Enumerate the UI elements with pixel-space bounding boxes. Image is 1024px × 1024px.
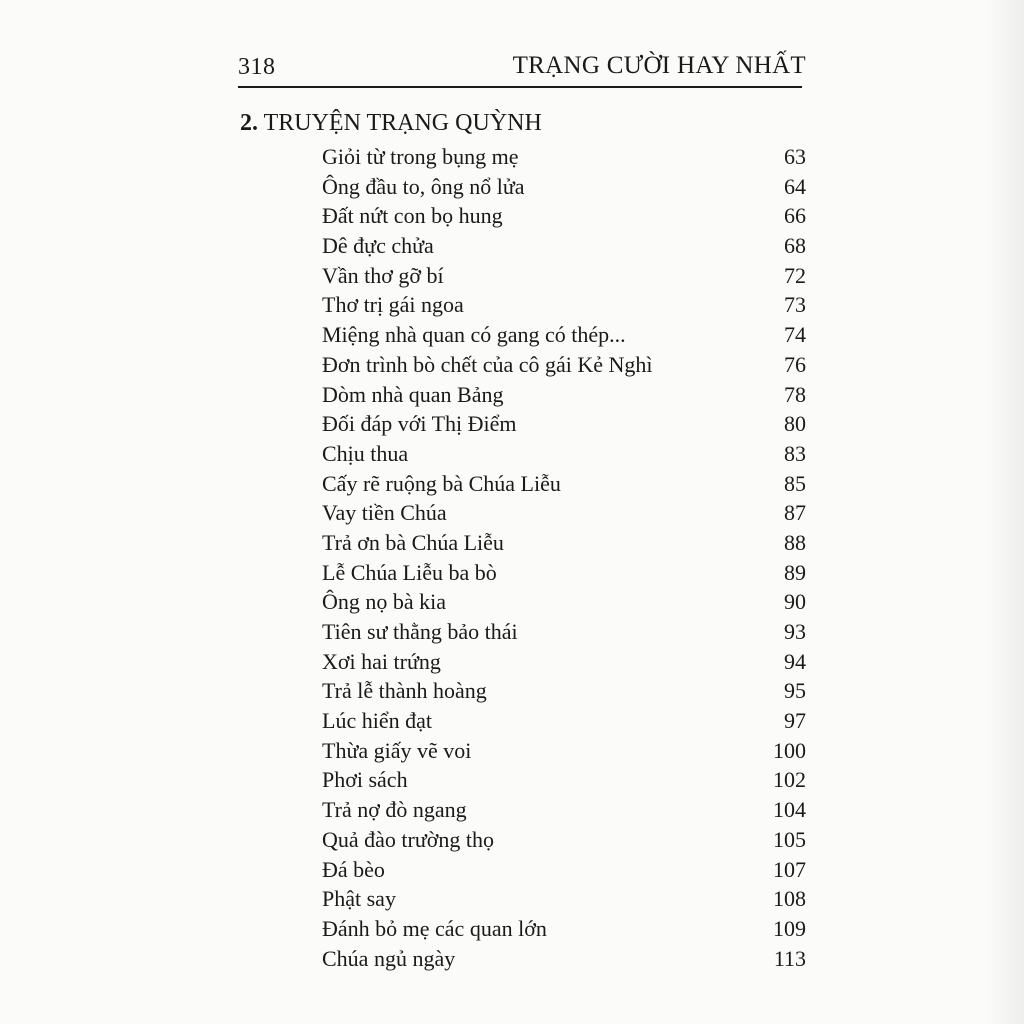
toc-entry-page: 113 [773,945,806,971]
toc-entry-page: 109 [773,915,806,941]
toc-entry-title: Giỏi từ trong bụng mẹ [322,144,519,169]
toc-entry-title: Đất nứt con bọ hung [322,203,503,229]
page-header [238,48,806,82]
toc-entry-title: Trả nợ đò ngang [322,797,467,823]
toc-entry-page: 105 [773,826,806,852]
toc-entry-title: Cấy rẽ ruộng bà Chúa Liễu [322,470,561,496]
toc-entry-title: Dòm nhà quan Bảng [322,381,504,407]
toc-entry-title: Phơi sách [322,767,408,793]
toc-entry [322,409,806,439]
toc-entry-title: Trả lễ thành hoàng [322,678,487,704]
toc-entry-title: Lúc hiển đạt [322,708,432,734]
toc-entry-title: Đơn trình bò chết của cô gái Kẻ Nghì [322,351,653,377]
toc-entry-title: Lễ Chúa Liễu ba bò [322,559,497,585]
toc-entry [322,944,806,974]
toc-entry-title: Ông nọ bà kia [322,589,447,615]
table-of-contents [322,142,806,973]
toc-entry [322,350,806,380]
toc-entry-page: 89 [784,559,806,585]
toc-entry [322,320,806,350]
toc-entry-page: 102 [773,767,806,793]
toc-entry-page: 64 [784,173,806,199]
toc-entry [322,587,806,617]
toc-entry-page: 80 [784,411,806,437]
toc-entry-title: Xơi hai trứng [322,648,441,674]
toc-entry-title: Đánh bỏ mẹ các quan lớn [322,915,547,941]
page-edge-shadow [984,0,1024,1024]
section-heading [240,110,542,137]
toc-entry-page: 72 [784,262,806,288]
toc-entry-page: 100 [773,737,806,763]
toc-entry [322,914,806,944]
toc-entry-page: 104 [773,797,806,823]
toc-entry [322,498,806,528]
toc-entry-page: 78 [784,381,806,407]
toc-entry-page: 83 [784,440,806,466]
toc-entry [322,884,806,914]
toc-entry-title: Đá bèo [322,856,385,882]
running-title: TRẠNG CƯỜI HAY NHẤT [512,52,806,79]
toc-entry [322,765,806,795]
toc-entry [322,172,806,202]
toc-entry-title: Vần thơ gỡ bí [322,262,444,288]
toc-entry [322,261,806,291]
toc-entry-title: Chúa ngủ ngày [322,945,456,971]
page-number: 318 [238,54,276,80]
toc-entry [322,231,806,261]
toc-entry [322,706,806,736]
toc-entry [322,736,806,766]
toc-entry-title: Miệng nhà quan có gang có thép... [322,322,626,348]
toc-entry [322,528,806,558]
toc-entry-title: Thơ trị gái ngoa [322,292,464,318]
toc-entry-title: Tiên sư thằng bảo thái [322,619,518,644]
toc-entry-title: Ông đầu to, ông nổ lửa [322,173,525,199]
toc-entry-page: 76 [784,351,806,377]
toc-entry-page: 74 [784,322,806,348]
toc-entry-title: Vay tiền Chúa [322,500,447,526]
toc-entry-page: 90 [784,589,806,615]
toc-entry [322,380,806,410]
toc-entry-page: 68 [784,233,806,259]
toc-entry-title: Phật say [322,886,396,912]
toc-entry [322,290,806,320]
toc-entry-page: 94 [784,648,806,674]
toc-entry [322,795,806,825]
toc-entry-page: 63 [784,144,806,169]
toc-entry-title: Quả đào trường thọ [322,826,495,852]
header-rule [238,86,802,88]
toc-entry [322,469,806,499]
toc-entry [322,617,806,647]
toc-entry [322,439,806,469]
toc-entry [322,676,806,706]
toc-entry-page: 88 [784,529,806,555]
toc-entry [322,855,806,885]
toc-entry-title: Đối đáp với Thị Điểm [322,411,517,437]
toc-entry-page: 85 [784,470,806,496]
toc-entry-title: Thừa giấy vẽ voi [322,737,472,763]
toc-entry [322,825,806,855]
toc-entry-page: 87 [784,500,806,526]
section-number: 2. [240,110,258,136]
toc-entry-title: Dê đực chửa [322,233,434,259]
toc-entry [322,647,806,677]
toc-entry-page: 108 [773,886,806,912]
toc-entry-page: 73 [784,292,806,318]
toc-entry [322,201,806,231]
toc-entry [322,558,806,588]
toc-entry-page: 107 [773,856,806,882]
toc-entry-page: 93 [784,619,806,644]
section-title: TRUYỆN TRẠNG QUỲNH [263,110,542,136]
toc-entry-page: 66 [784,203,806,229]
toc-entry-page: 95 [784,678,806,704]
toc-entry-page: 97 [784,708,806,734]
toc-entry-title: Trả ơn bà Chúa Liễu [322,529,504,555]
toc-entry-title: Chịu thua [322,440,409,466]
toc-entry [322,142,806,172]
